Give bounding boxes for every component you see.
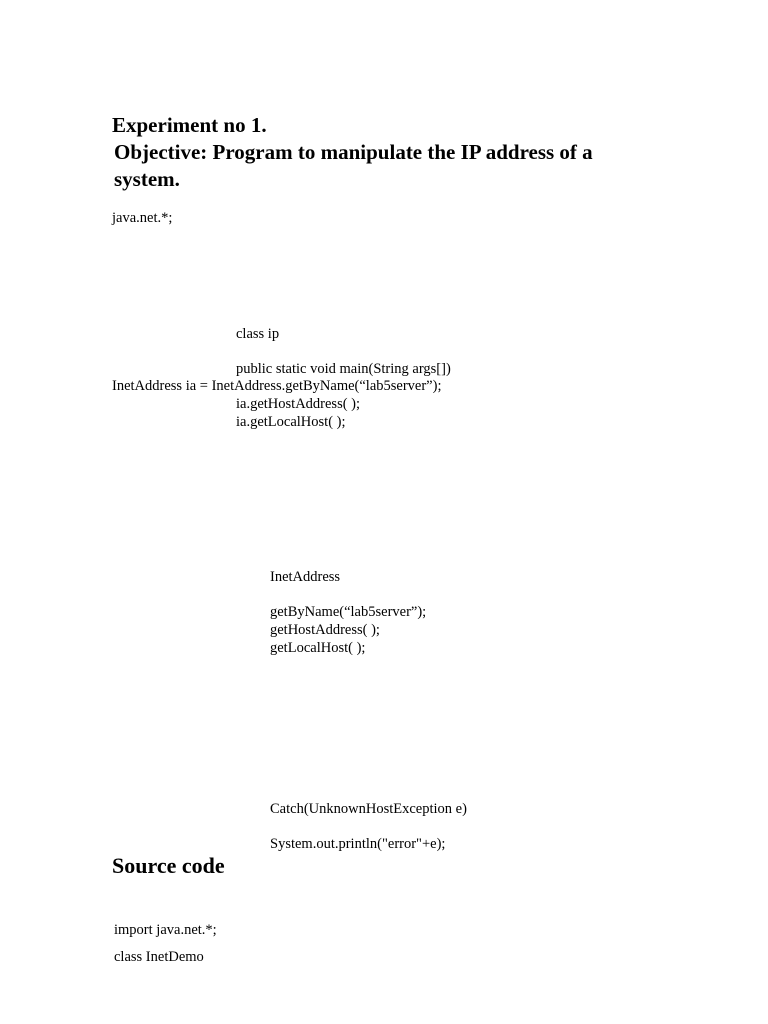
experiment-title: Experiment no 1.: [112, 113, 267, 137]
catch-statement: Catch(UnknownHostException e): [270, 801, 467, 817]
class-inetdemo-line: class InetDemo: [114, 949, 204, 965]
package-line: java.net.*;: [112, 210, 173, 226]
get-by-name-method: getByName(“lab5server”);: [270, 604, 427, 620]
get-local-host-call: ia.getLocalHost( );: [236, 414, 346, 430]
inet-address-decl-line: InetAddress ia = InetAddress.getByName(“lab5server”);: [112, 378, 442, 394]
get-local-host-method: getLocalHost( );: [270, 640, 366, 656]
inet-address-class-label: InetAddress: [270, 569, 341, 585]
main-method-line: public static void main(String args[]): [236, 361, 451, 377]
println-statement: System.out.println("error"+e);: [270, 836, 446, 852]
objective-line-2: system.: [114, 167, 180, 191]
source-code-heading: Source code: [112, 853, 225, 878]
class-ip-line: class ip: [236, 326, 280, 342]
objective-line-1: Objective: Program to manipulate the IP address of a: [114, 140, 593, 164]
import-line: import java.net.*;: [114, 922, 217, 938]
get-host-address-method: getHostAddress( );: [270, 622, 380, 638]
get-host-address-call: ia.getHostAddress( );: [236, 396, 361, 412]
